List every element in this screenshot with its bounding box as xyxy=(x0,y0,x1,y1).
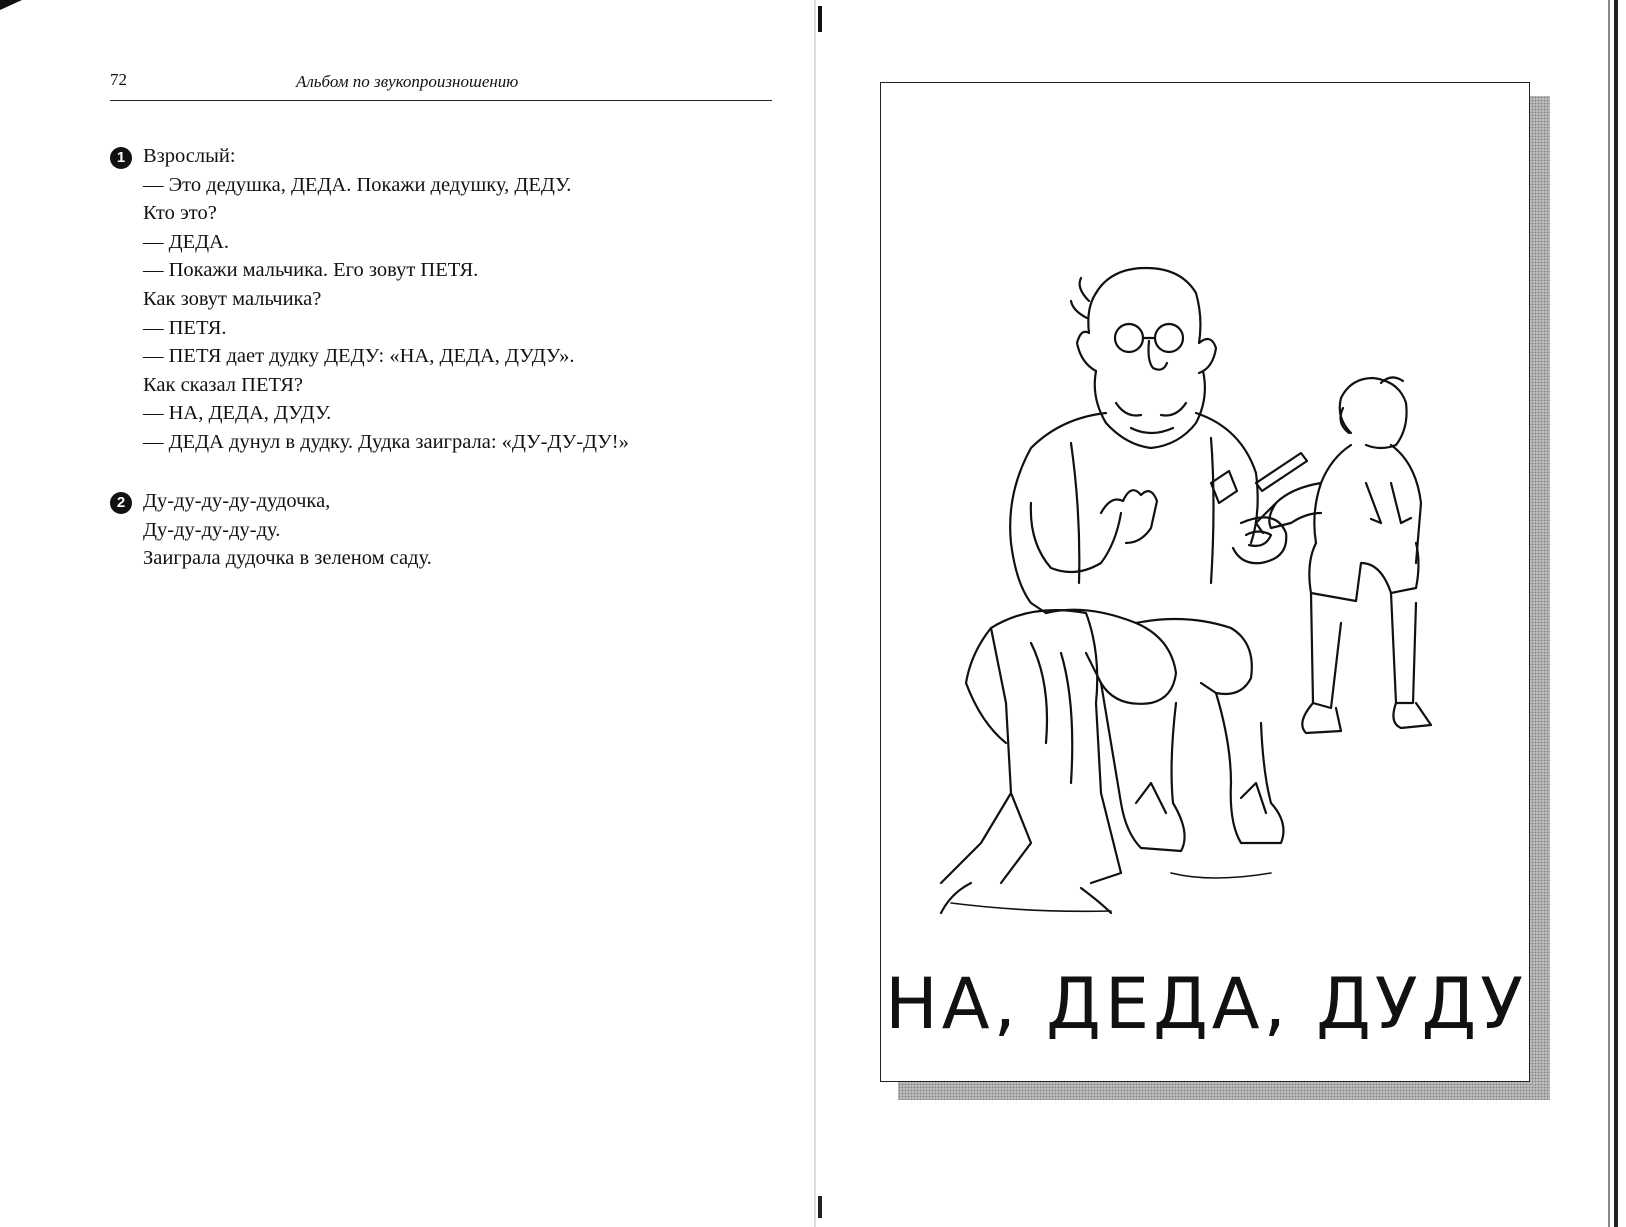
text-line: Ду-ду-ду-ду-ду. xyxy=(143,518,281,541)
text-line: — ПЕТЯ. xyxy=(143,316,227,339)
text-line: — ДЕДА дунул в дудку. Дудка заиграла: «ДУ-ДУ-ДУ!» xyxy=(143,430,629,453)
card-caption: НА, ДЕДА, ДУДУ xyxy=(885,963,1527,1045)
text-line: Как сказал ПЕТЯ? xyxy=(143,373,304,396)
exercise-number-badge: 2 xyxy=(110,492,132,514)
page-edge xyxy=(1608,0,1610,1227)
exercise-2-text xyxy=(143,487,803,573)
running-title: Альбом по звукопроизношению xyxy=(296,72,519,91)
picture-card xyxy=(880,82,1530,1082)
page-number: 72 xyxy=(110,70,127,89)
text-line: — ПЕТЯ дает дудку ДЕДУ: «НА, ДЕДА, ДУДУ». xyxy=(143,345,575,368)
text-line: — Это дедушка, ДЕДА. Покажи дедушку, ДЕДУ. xyxy=(143,173,572,196)
grandfather-and-boy-illustration xyxy=(911,183,1471,953)
text-line: Как зовут мальчика? xyxy=(143,287,322,310)
text-line: Взрослый: xyxy=(143,145,236,167)
exercise-number-badge: 1 xyxy=(110,147,132,169)
text-line: Заиграла дудочка в зеленом саду. xyxy=(143,547,432,570)
text-line: Кто это? xyxy=(143,202,217,225)
text-line: — ДЕДА. xyxy=(143,230,230,253)
page-edge xyxy=(1614,0,1618,1227)
page-header xyxy=(110,70,772,101)
text-line: Ду-ду-ду-ду-дудочка, xyxy=(143,490,331,512)
scan-corner-mark xyxy=(0,0,22,10)
text-line: — НА, ДЕДА, ДУДУ. xyxy=(143,402,332,425)
exercise-1-text xyxy=(143,142,803,457)
text-line: — Покажи мальчика. Его зовут ПЕТЯ. xyxy=(143,259,479,282)
